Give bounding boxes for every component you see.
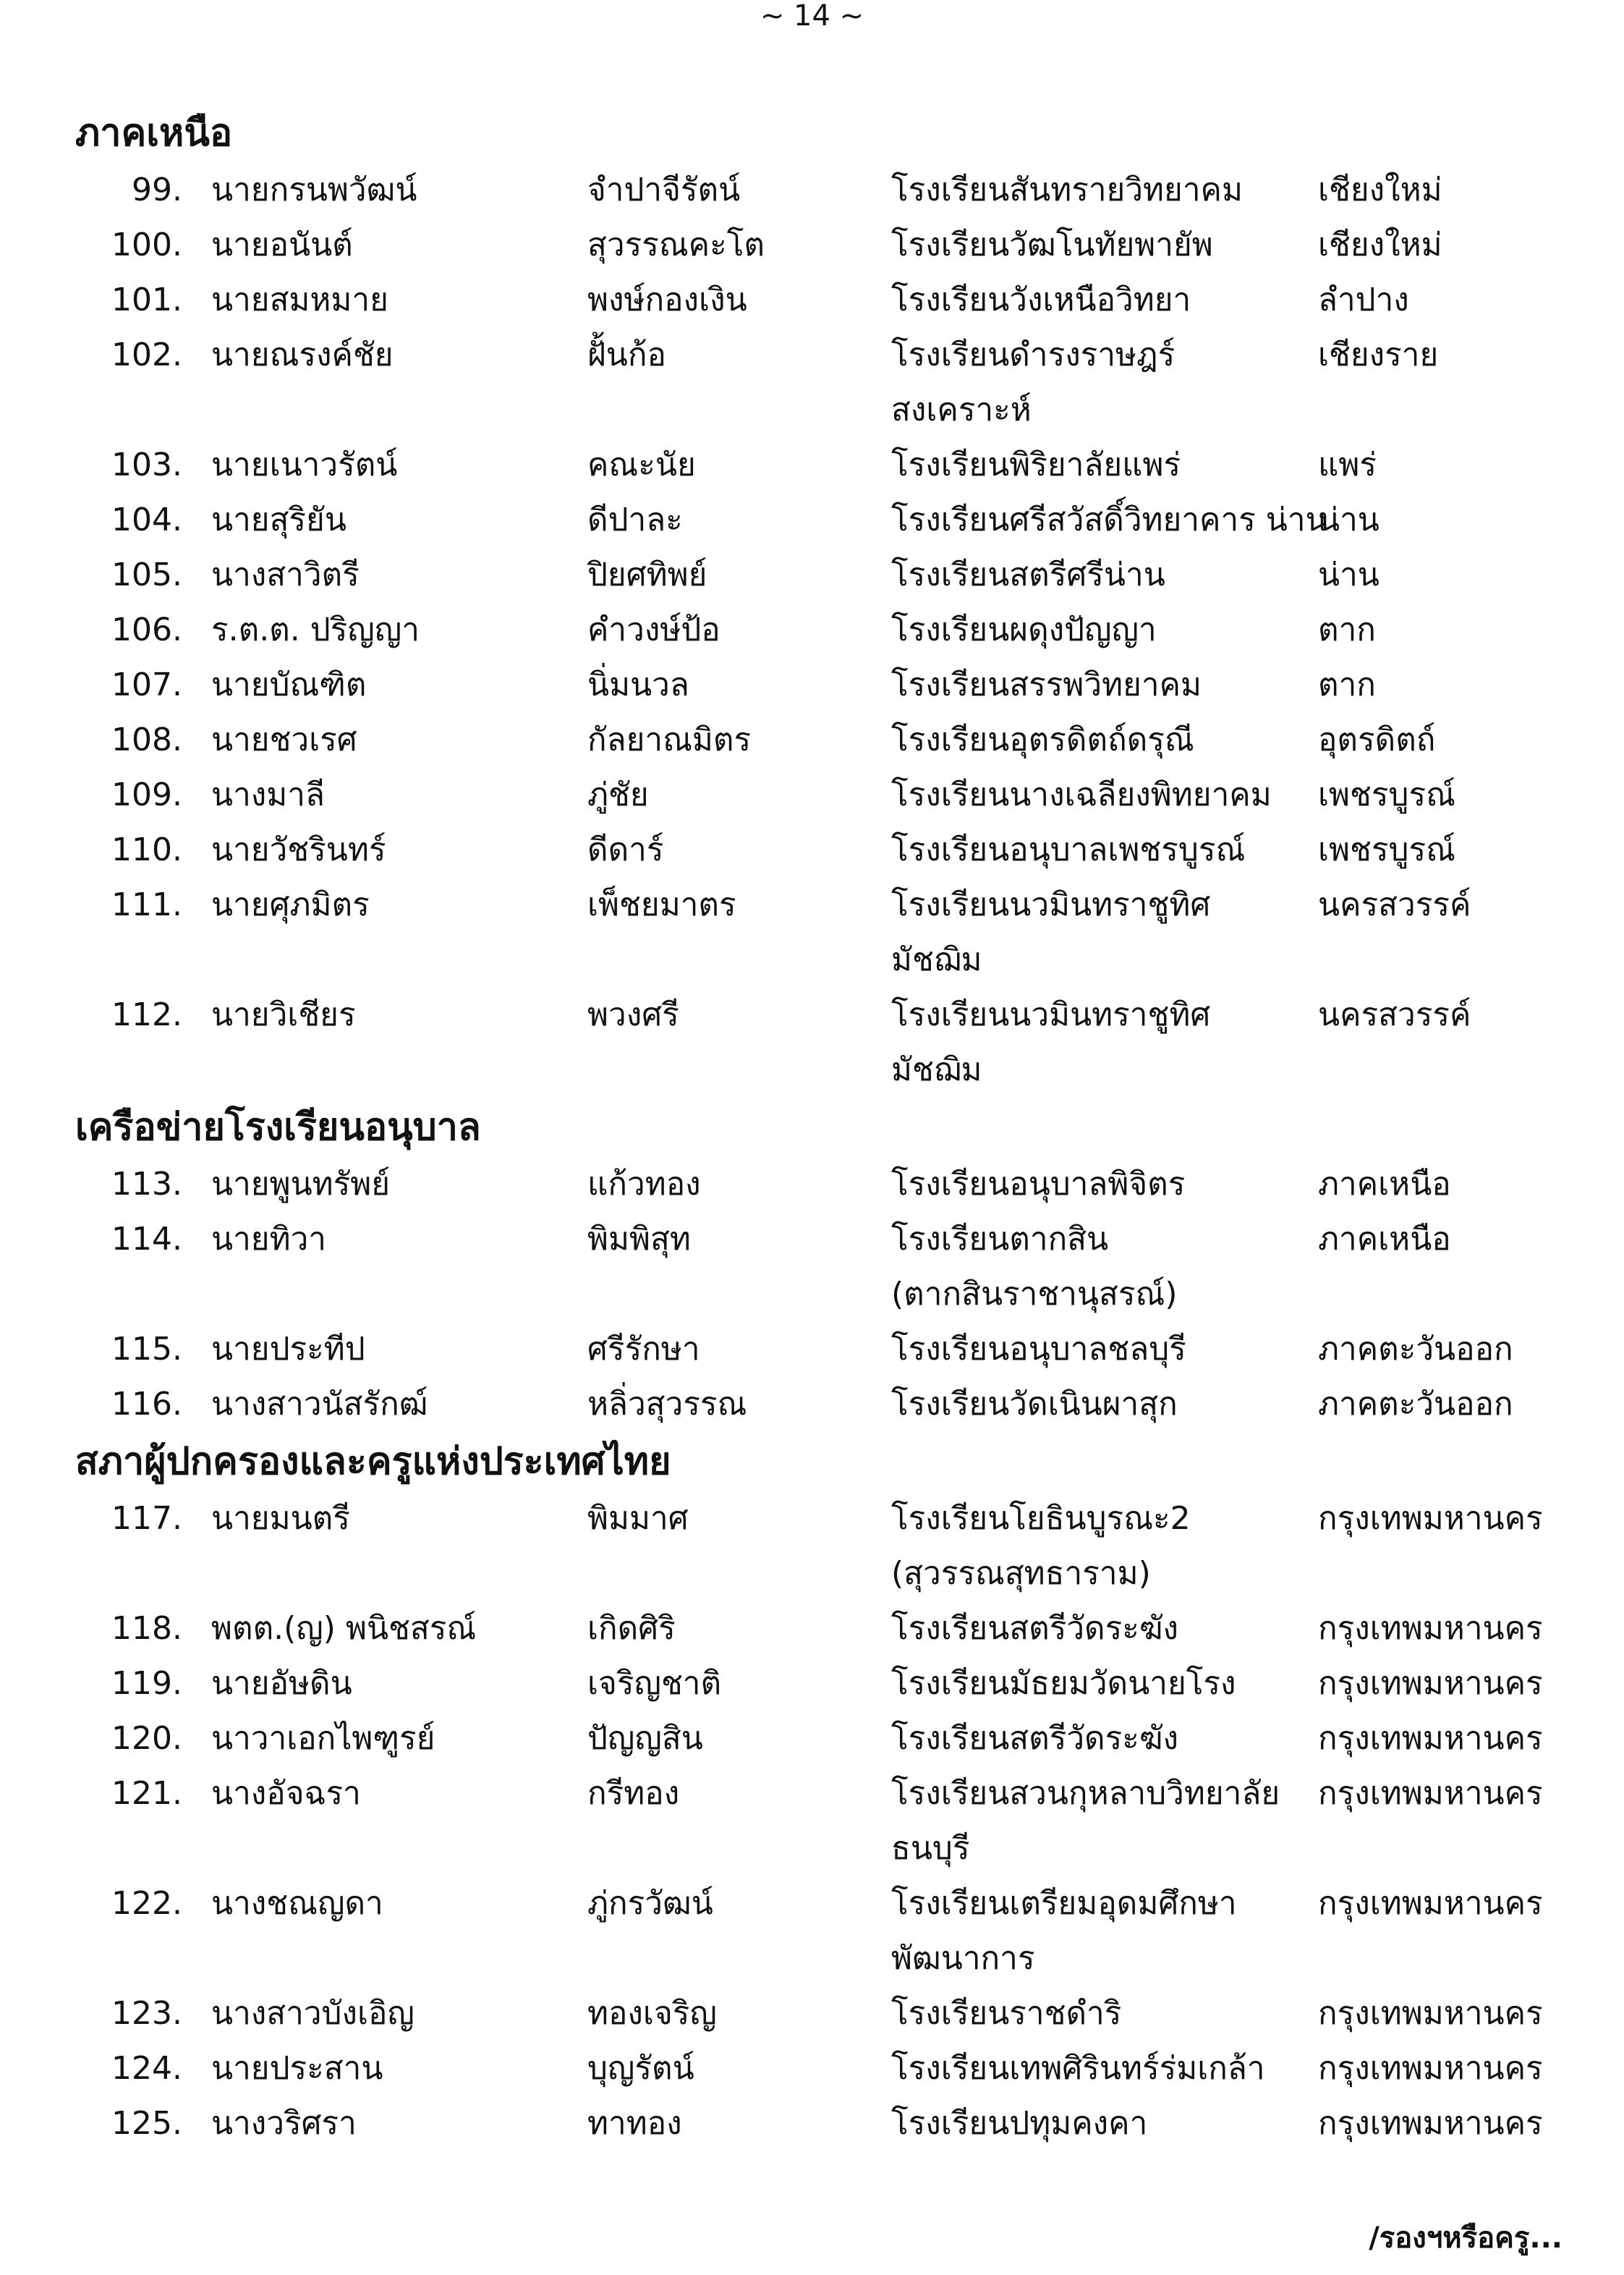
item-number: 124. bbox=[111, 2050, 182, 2087]
school-name: โรงเรียนอนุบาลเพชรบูรณ์ bbox=[891, 831, 1246, 868]
school-name: โรงเรียนมัธยมวัดนายโรง bbox=[891, 1665, 1236, 1702]
last-name: กัลยาณมิตร bbox=[587, 721, 752, 758]
school-name: โรงเรียนวัดเนินผาสุก bbox=[891, 1386, 1178, 1423]
item-number: 125. bbox=[111, 2105, 182, 2142]
last-name: ปิยศทิพย์ bbox=[587, 556, 707, 593]
province: กรุงเทพมหานคร bbox=[1318, 1775, 1543, 1812]
school-name: โรงเรียนดำรงราษฎร์ สงเคราะห์ bbox=[891, 336, 1176, 428]
item-number: 116. bbox=[111, 1386, 182, 1423]
list-item bbox=[75, 1212, 1565, 1322]
list-item bbox=[75, 658, 1565, 713]
province: เพชรบูรณ์ bbox=[1318, 776, 1455, 813]
school-name: โรงเรียนสวนกุหลาบวิทยาลัย ธนบุรี bbox=[891, 1775, 1280, 1867]
first-name: นางสาวนัสรักฒ์ bbox=[211, 1386, 428, 1423]
item-number: 105. bbox=[111, 556, 182, 593]
province: กรุงเทพมหานคร bbox=[1318, 1885, 1543, 1922]
list-item bbox=[75, 548, 1565, 603]
first-name: ร.ต.ต. ปริญญา bbox=[211, 611, 420, 648]
province: เชียงใหม่ bbox=[1318, 226, 1442, 263]
first-name: นายประทีป bbox=[211, 1331, 365, 1368]
list-item bbox=[75, 493, 1565, 548]
list-item bbox=[75, 2041, 1565, 2096]
province: ภาคเหนือ bbox=[1318, 1221, 1451, 1258]
last-name: พงษ์กองเงิน bbox=[587, 281, 747, 318]
list-item bbox=[75, 1766, 1565, 1876]
first-name: นายวัชรินทร์ bbox=[211, 831, 386, 868]
first-name: นายสุริยัน bbox=[211, 501, 347, 538]
province: ตาก bbox=[1318, 611, 1376, 648]
province: กรุงเทพมหานคร bbox=[1318, 1500, 1543, 1537]
first-name: นางสาวิตรี bbox=[211, 556, 360, 593]
first-name: นายพูนทรัพย์ bbox=[211, 1166, 391, 1203]
last-name: ศรีรักษา bbox=[587, 1331, 700, 1368]
item-number: 123. bbox=[111, 1995, 182, 2032]
school-name: โรงเรียนราชดำริ bbox=[891, 1995, 1122, 2032]
last-name: หลิ่วสุวรรณ bbox=[587, 1386, 747, 1423]
section-heading: เครือข่ายโรงเรียนอนุบาล bbox=[75, 1106, 481, 1149]
list-item bbox=[75, 1711, 1565, 1766]
last-name: เกิดศิริ bbox=[587, 1610, 676, 1647]
province: กรุงเทพมหานคร bbox=[1318, 1720, 1543, 1757]
first-name: นายสมหมาย bbox=[211, 281, 388, 318]
first-name: นาวาเอกไพฑูรย์ bbox=[211, 1720, 435, 1757]
school-name: โรงเรียนอนุบาลพิจิตร bbox=[891, 1166, 1186, 1203]
province: เชียงราย bbox=[1318, 336, 1439, 373]
item-number: 121. bbox=[111, 1775, 182, 1812]
item-number: 100. bbox=[111, 226, 182, 263]
first-name: นางสาวบังเอิญ bbox=[211, 1995, 414, 2032]
item-number: 108. bbox=[111, 721, 182, 758]
last-name: พวงศรี bbox=[587, 996, 679, 1033]
last-name: เพ็ชยมาตร bbox=[587, 886, 736, 923]
last-name: คณะนัย bbox=[587, 446, 696, 483]
list-item bbox=[75, 1157, 1565, 1212]
last-name: กรีทอง bbox=[587, 1775, 680, 1812]
first-name: นายเนาวรัตน์ bbox=[211, 446, 398, 483]
province: น่าน bbox=[1318, 556, 1379, 593]
first-name: นางวริศรา bbox=[211, 2105, 357, 2142]
first-name: นางอัจฉรา bbox=[211, 1775, 361, 1812]
item-number: 109. bbox=[111, 776, 182, 813]
school-name: โรงเรียนอนุบาลชลบุรี bbox=[891, 1331, 1186, 1368]
item-number: 104. bbox=[111, 501, 182, 538]
province: นครสวรรค์ bbox=[1318, 996, 1471, 1033]
school-name: โรงเรียนพิริยาลัยแพร่ bbox=[891, 446, 1181, 483]
list-item bbox=[75, 2096, 1565, 2151]
school-name: โรงเรียนโยธินบูรณะ2 (สุวรรณสุทธาราม) bbox=[891, 1500, 1191, 1592]
province: ภาคตะวันออก bbox=[1318, 1331, 1513, 1368]
school-name: โรงเรียนวัฒโนทัยพายัพ bbox=[891, 226, 1213, 263]
province: เชียงใหม่ bbox=[1318, 171, 1442, 208]
continuation-note: /รองฯหรือครู... bbox=[1369, 2221, 1563, 2255]
list-item bbox=[75, 1601, 1565, 1656]
last-name: ฝั้นก้อ bbox=[587, 336, 666, 373]
item-number: 101. bbox=[111, 281, 182, 318]
school-name: โรงเรียนศรีสวัสดิ์วิทยาคาร น่าน bbox=[891, 501, 1327, 538]
page-number: ~ 14 ~ bbox=[760, 0, 864, 33]
province: กรุงเทพมหานคร bbox=[1318, 2050, 1543, 2087]
first-name: นายอัษดิน bbox=[211, 1665, 352, 1702]
first-name: นายอนันต์ bbox=[211, 226, 353, 263]
school-name: โรงเรียนตากสิน (ตากสินราชานุสรณ์) bbox=[891, 1221, 1178, 1313]
first-name: นายทิวา bbox=[211, 1221, 326, 1258]
last-name: บุญรัตน์ bbox=[587, 2050, 694, 2087]
school-name: โรงเรียนสันทรายวิทยาคม bbox=[891, 171, 1243, 208]
item-number: 114. bbox=[111, 1221, 182, 1258]
item-number: 111. bbox=[111, 886, 182, 923]
list-item bbox=[75, 1322, 1565, 1377]
list-item bbox=[75, 218, 1565, 273]
list-item bbox=[75, 1656, 1565, 1711]
school-name: โรงเรียนผดุงปัญญา bbox=[891, 611, 1157, 648]
last-name: สุวรรณคะโต bbox=[587, 226, 765, 263]
province: ภาคตะวันออก bbox=[1318, 1386, 1513, 1423]
list-item bbox=[75, 713, 1565, 768]
school-name: โรงเรียนอุตรดิตถ์ดรุณี bbox=[891, 721, 1194, 758]
first-name: นางชณญดา bbox=[211, 1885, 383, 1922]
school-name: โรงเรียนวังเหนือวิทยา bbox=[891, 281, 1191, 318]
last-name: นิ่มนวล bbox=[587, 666, 689, 703]
list-item bbox=[75, 163, 1565, 218]
last-name: จำปาจีรัตน์ bbox=[587, 171, 741, 208]
province: ภาคเหนือ bbox=[1318, 1166, 1451, 1203]
list-item bbox=[75, 273, 1565, 328]
first-name: นางมาลี bbox=[211, 776, 325, 813]
item-number: 118. bbox=[111, 1610, 182, 1647]
item-number: 120. bbox=[111, 1720, 182, 1757]
item-number: 102. bbox=[111, 336, 182, 373]
last-name: เจริญชาติ bbox=[587, 1665, 722, 1702]
province: น่าน bbox=[1318, 501, 1379, 538]
first-name: นายณรงค์ชัย bbox=[211, 336, 394, 373]
list-item bbox=[75, 823, 1565, 878]
school-name: โรงเรียนนวมินทราชูทิศ มัชฌิม bbox=[891, 996, 1211, 1088]
last-name: ทองเจริญ bbox=[587, 1995, 717, 2032]
first-name: นายศุภมิตร bbox=[211, 886, 370, 923]
first-name: นายชวเรศ bbox=[211, 721, 357, 758]
section-heading: สภาผู้ปกครองและครูแห่งประเทศไทย bbox=[75, 1440, 671, 1483]
item-number: 99. bbox=[132, 171, 182, 208]
province: นครสวรรค์ bbox=[1318, 886, 1471, 923]
school-name: โรงเรียนสรรพวิทยาคม bbox=[891, 666, 1202, 703]
province: แพร่ bbox=[1318, 446, 1377, 483]
list-item bbox=[75, 1377, 1565, 1432]
last-name: ปัญญสิน bbox=[587, 1720, 703, 1757]
province: กรุงเทพมหานคร bbox=[1318, 2105, 1543, 2142]
item-number: 103. bbox=[111, 446, 182, 483]
school-name: โรงเรียนสตรีศรีน่าน bbox=[891, 556, 1165, 593]
last-name: ทาทอง bbox=[587, 2105, 682, 2142]
list-item bbox=[75, 328, 1565, 438]
last-name: ดีดาร์ bbox=[587, 831, 664, 868]
first-name: นายวิเชียร bbox=[211, 996, 356, 1033]
last-name: ภู่กรวัฒน์ bbox=[587, 1885, 713, 1922]
school-name: โรงเรียนนวมินทราชูทิศ มัชฌิม bbox=[891, 886, 1211, 978]
last-name: คำวงษ์ป้อ bbox=[587, 611, 720, 648]
school-name: โรงเรียนสตรีวัดระฆัง bbox=[891, 1610, 1179, 1647]
list-item bbox=[75, 1491, 1565, 1601]
document-body bbox=[75, 103, 1565, 2151]
first-name: พตต.(ญ) พนิชสรณ์ bbox=[211, 1610, 477, 1647]
school-name: โรงเรียนสตรีวัดระฆัง bbox=[891, 1720, 1179, 1757]
item-number: 112. bbox=[111, 996, 182, 1033]
item-number: 122. bbox=[111, 1885, 182, 1922]
list-item bbox=[75, 768, 1565, 823]
first-name: นายประสาน bbox=[211, 2050, 383, 2087]
section-heading: ภาคเหนือ bbox=[75, 111, 233, 155]
first-name: นายบัณฑิต bbox=[211, 666, 367, 703]
list-item bbox=[75, 878, 1565, 988]
last-name: พิมมาศ bbox=[587, 1500, 689, 1537]
list-item bbox=[75, 1986, 1565, 2041]
item-number: 106. bbox=[111, 611, 182, 648]
list-item bbox=[75, 603, 1565, 658]
province: กรุงเทพมหานคร bbox=[1318, 1995, 1543, 2032]
item-number: 107. bbox=[111, 666, 182, 703]
last-name: แก้วทอง bbox=[587, 1166, 701, 1203]
item-number: 119. bbox=[111, 1665, 182, 1702]
item-number: 113. bbox=[111, 1166, 182, 1203]
item-number: 117. bbox=[111, 1500, 182, 1537]
first-name: นายมนตรี bbox=[211, 1500, 350, 1537]
school-name: โรงเรียนเตรียมอุดมศึกษา พัฒนาการ bbox=[891, 1885, 1237, 1977]
item-number: 115. bbox=[111, 1331, 182, 1368]
province: ลำปาง bbox=[1318, 281, 1409, 318]
last-name: พิมพิสุท bbox=[587, 1221, 691, 1258]
last-name: ภู่ชัย bbox=[587, 776, 649, 813]
province: เพชรบูรณ์ bbox=[1318, 831, 1455, 868]
list-item bbox=[75, 1876, 1565, 1986]
last-name: ดีปาละ bbox=[587, 501, 683, 538]
first-name: นายกรนพวัฒน์ bbox=[211, 171, 417, 208]
list-item bbox=[75, 438, 1565, 493]
list-item bbox=[75, 988, 1565, 1098]
school-name: โรงเรียนปทุมคงคา bbox=[891, 2105, 1148, 2142]
province: ตาก bbox=[1318, 666, 1376, 703]
school-name: โรงเรียนนางเฉลียงพิทยาคม bbox=[891, 776, 1272, 813]
province: กรุงเทพมหานคร bbox=[1318, 1665, 1543, 1702]
item-number: 110. bbox=[111, 831, 182, 868]
school-name: โรงเรียนเทพศิรินทร์ร่มเกล้า bbox=[891, 2050, 1265, 2087]
province: กรุงเทพมหานคร bbox=[1318, 1610, 1543, 1647]
province: อุตรดิตถ์ bbox=[1318, 721, 1436, 758]
